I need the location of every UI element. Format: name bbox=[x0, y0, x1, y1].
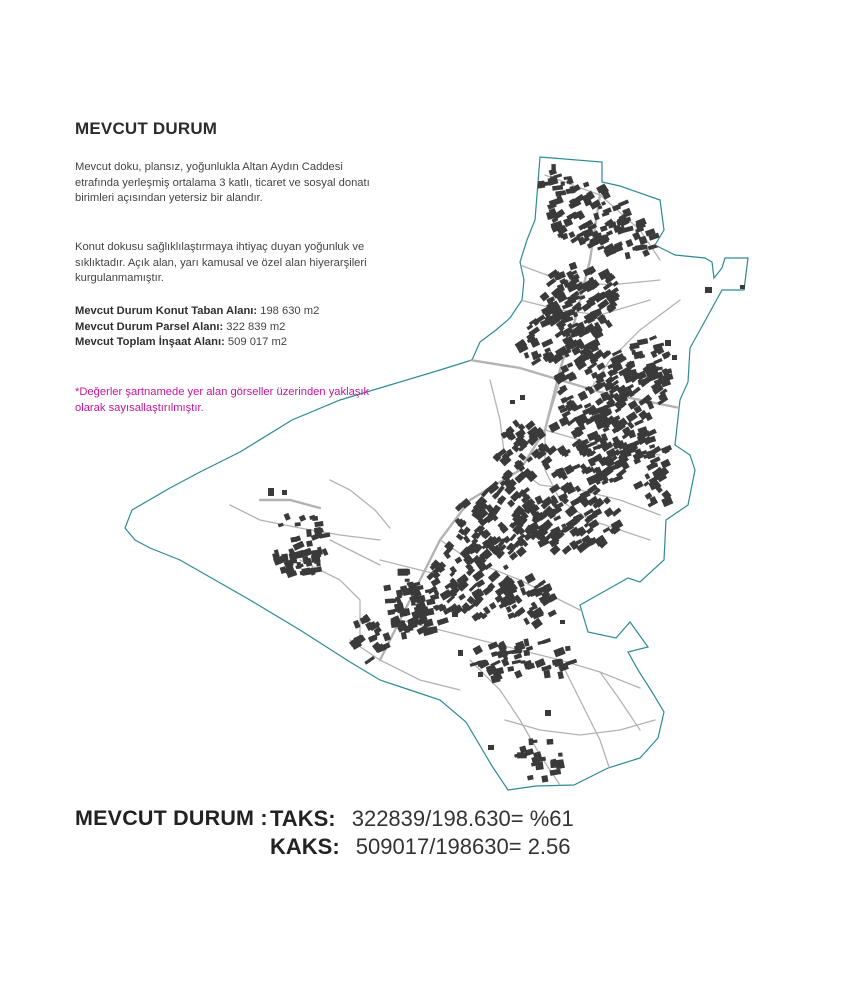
building bbox=[411, 601, 415, 606]
building bbox=[705, 287, 712, 293]
building bbox=[426, 608, 434, 616]
stat-row-construction-area: Mevcut Toplam İnşaat Alanı: 509 017 m2 bbox=[75, 336, 288, 348]
formula-heading: MEVCUT DURUM : bbox=[75, 806, 268, 830]
building bbox=[550, 761, 556, 768]
building bbox=[531, 176, 538, 181]
kaks-label: KAKS: bbox=[270, 834, 340, 859]
taks-label: TAKS: bbox=[270, 806, 336, 831]
building bbox=[558, 753, 563, 757]
building bbox=[535, 761, 544, 770]
building bbox=[507, 666, 514, 672]
building bbox=[478, 672, 483, 677]
description-paragraph-2: Konut dokusu sağlıklılaştırmaya ihtiyaç duyan yoğunluk ve sıklıktadır. Açık alan, yarı kamusal ve özel alan hiyerarşileri kurgulanmamıştır. bbox=[75, 241, 367, 284]
building bbox=[268, 488, 274, 496]
building bbox=[547, 739, 554, 745]
building bbox=[306, 529, 312, 537]
building bbox=[740, 285, 745, 289]
building bbox=[565, 646, 571, 652]
kaks-formula bbox=[270, 834, 571, 860]
building bbox=[545, 710, 551, 716]
description-paragraph-1: Mevcut doku, plansız, yoğunlukla Altan Aydın Caddesi etrafında yerleşmiş ortalama 3 katlı, ticaret ve sosyal donatı birimleri açısından yetersiz bir alandır. bbox=[75, 161, 370, 204]
building bbox=[295, 522, 301, 526]
building bbox=[541, 775, 548, 782]
building bbox=[312, 516, 318, 521]
building bbox=[665, 340, 671, 346]
building bbox=[543, 670, 550, 679]
building bbox=[311, 549, 321, 558]
building bbox=[405, 579, 410, 582]
area-stats bbox=[75, 304, 319, 351]
stat-row-floor-area: Mevcut Durum Konut Taban Alanı: 198 630 m2 bbox=[75, 305, 320, 317]
page-title: MEVCUT DURUM bbox=[75, 119, 218, 138]
building bbox=[672, 355, 677, 360]
kaks-value: 509017/198630= 2.56 bbox=[355, 834, 571, 859]
taks-formula bbox=[270, 806, 574, 832]
building bbox=[452, 612, 458, 617]
footnote: *Değerler şartnamede yer alan görseller üzerinden yaklaşık olarak sayısallaştırılmıştır. bbox=[75, 386, 370, 414]
building bbox=[488, 745, 494, 750]
building bbox=[510, 400, 515, 404]
building bbox=[282, 490, 287, 495]
building bbox=[529, 740, 537, 744]
building bbox=[306, 540, 313, 547]
building bbox=[392, 599, 397, 603]
taks-value: 322839/198.630= %61 bbox=[351, 806, 574, 831]
stat-row-parcel-area: Mevcut Durum Parsel Alanı: 322 839 m2 bbox=[75, 320, 286, 333]
building bbox=[458, 650, 463, 656]
building bbox=[398, 569, 409, 576]
building bbox=[520, 395, 525, 400]
building bbox=[560, 620, 565, 624]
